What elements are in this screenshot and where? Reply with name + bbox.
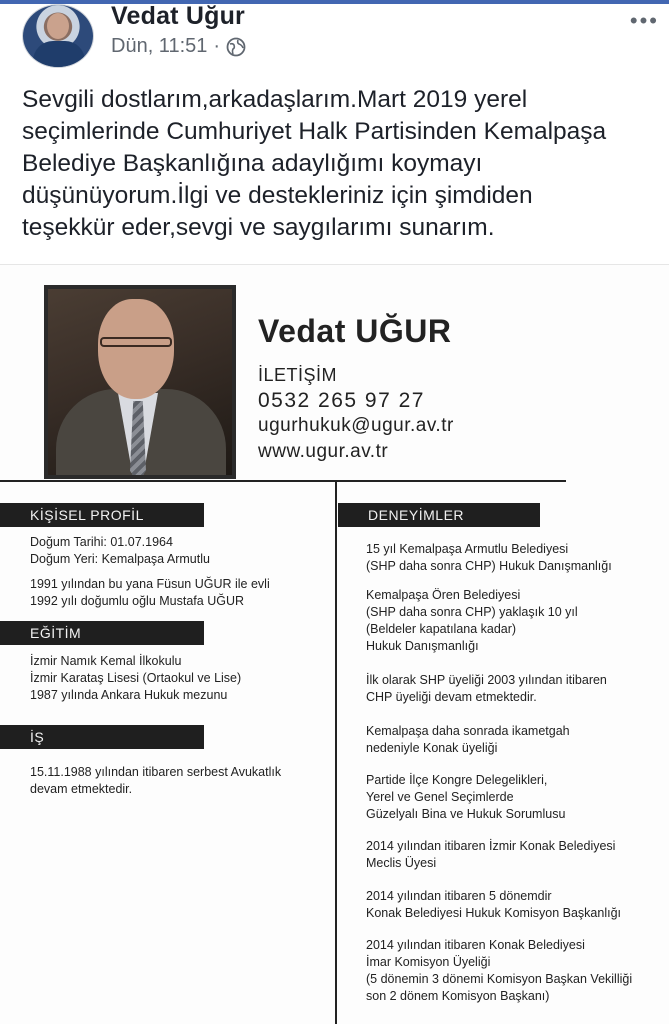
avatar-face-shape bbox=[47, 13, 69, 39]
experience-line: 2014 yılından itibaren Konak Belediyesi bbox=[366, 938, 585, 952]
more-options-icon[interactable]: ••• bbox=[629, 8, 659, 33]
profile-line: 1991 yılından bu yana Füsun UĞUR ile evli bbox=[30, 577, 270, 591]
experience-line: Hukuk Danışmanlığı bbox=[366, 639, 479, 653]
experience-line: İlk olarak SHP üyeliği 2003 yılından itibaren bbox=[366, 673, 607, 687]
experience-line: Konak Belediyesi Hukuk Komisyon Başkanlığı bbox=[366, 906, 621, 920]
experience-line: Kemalpaşa Ören Belediyesi bbox=[366, 588, 521, 602]
cv-portrait-photo bbox=[44, 285, 236, 479]
cv-image[interactable] bbox=[0, 264, 669, 1024]
experience-line: Güzelyalı Bina ve Hukuk Sorumlusu bbox=[366, 807, 566, 821]
experience-line: (SHP daha sonra CHP) Hukuk Danışmanlığı bbox=[366, 559, 612, 573]
post-timestamp[interactable]: Dün, 11:51 bbox=[111, 35, 208, 57]
work-line: devam etmektedir. bbox=[30, 782, 133, 796]
education-line: İzmir Namık Kemal İlkokulu bbox=[30, 654, 182, 668]
meta-separator: · bbox=[213, 35, 221, 57]
cv-vertical-divider bbox=[335, 480, 337, 1024]
experience-line: Yerel ve Genel Seçimlerde bbox=[366, 790, 514, 804]
experience-line: (5 dönemin 3 dönemi Komisyon Başkan Vekilliği bbox=[366, 972, 633, 986]
section-header-profile: KİŞİSEL PROFİL bbox=[0, 503, 204, 527]
experience-line: 2014 yılından itibaren 5 dönemdir bbox=[366, 889, 552, 903]
experience-line: 2014 yılından itibaren İzmir Konak Belediyesi bbox=[366, 839, 616, 853]
avatar-body-shape bbox=[33, 41, 85, 68]
portrait-head-shape bbox=[98, 299, 174, 399]
cv-website: www.ugur.av.tr bbox=[258, 441, 389, 462]
experience-line: Kemalpaşa daha sonrada ikametgah bbox=[366, 724, 570, 738]
experience-line: Meclis Üyesi bbox=[366, 856, 437, 870]
cv-email: ugurhukuk@ugur.av.tr bbox=[258, 415, 454, 436]
experience-line: (SHP daha sonra CHP) yaklaşık 10 yıl bbox=[366, 605, 578, 619]
experience-line: CHP üyeliği devam etmektedir. bbox=[366, 690, 537, 704]
top-accent-bar bbox=[0, 0, 669, 4]
author-name[interactable]: Vedat Uğur bbox=[111, 2, 245, 30]
profile-line: Doğum Tarihi: 01.07.1964 bbox=[30, 535, 173, 549]
cv-horizontal-divider bbox=[0, 480, 566, 482]
experience-line: son 2 dönem Komisyon Başkanı) bbox=[366, 989, 550, 1003]
education-line: 1987 yılında Ankara Hukuk mezunu bbox=[30, 688, 228, 702]
post-meta bbox=[111, 35, 246, 58]
portrait-glasses-shape bbox=[100, 337, 172, 347]
section-header-experience: DENEYİMLER bbox=[338, 503, 540, 527]
experience-line: (Beldeler kapatılana kadar) bbox=[366, 622, 517, 636]
work-line: 15.11.1988 yılından itibaren serbest Avukatlık bbox=[30, 765, 282, 779]
experience-line: Partide İlçe Kongre Delegelikleri, bbox=[366, 773, 548, 787]
education-line: İzmir Karataş Lisesi (Ortaokul ve Lise) bbox=[30, 671, 242, 685]
cv-phone: 0532 265 97 27 bbox=[258, 389, 425, 412]
cv-name: Vedat UĞUR bbox=[258, 313, 452, 349]
post-text: Sevgili dostlarım,arkadaşlarım.Mart 2019 yerel seçimlerinde Cumhuriyet Halk Partisinden Kemalpaşa Belediye Başkanlığına adaylığımı koymayı düşünüyorum.İlgi ve destekleriniz için şimdiden teşekkür eder,sevgi ve saygılarımı sunarım. bbox=[22, 86, 607, 241]
section-header-education: EĞİTİM bbox=[0, 621, 204, 645]
cv-contact-heading: İLETİŞİM bbox=[258, 365, 338, 385]
section-header-work: İŞ bbox=[0, 725, 204, 749]
profile-line: 1992 yılı doğumlu oğlu Mustafa UĞUR bbox=[30, 594, 244, 608]
avatar[interactable] bbox=[22, 4, 94, 68]
experience-line: nedeniyle Konak üyeliği bbox=[366, 741, 498, 755]
experience-line: 15 yıl Kemalpaşa Armutlu Belediyesi bbox=[366, 542, 569, 556]
profile-line: Doğum Yeri: Kemalpaşa Armutlu bbox=[30, 552, 210, 566]
experience-line: İmar Komisyon Üyeliği bbox=[366, 955, 491, 969]
globe-icon[interactable] bbox=[226, 37, 246, 57]
